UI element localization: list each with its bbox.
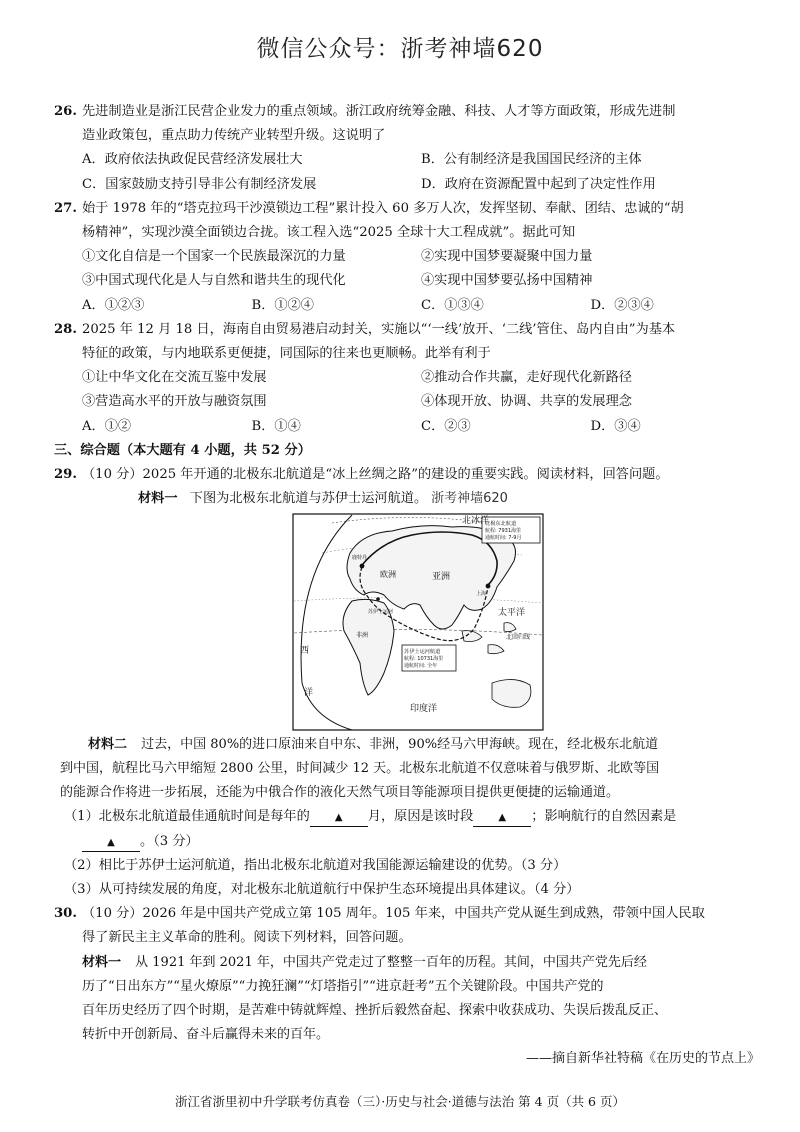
statement-3: ③中国式现代化是人与自然和谐共生的现代化 <box>82 273 346 289</box>
sub-question-2: （2）相比于苏伊士运河航道，指出北极东北航道对我国能源运输建设的优势。（3 分） <box>64 857 567 873</box>
label-suez-canal: 苏伊士运河 <box>368 609 394 616</box>
legend-northeast-season: 通航时间: 7-9月 <box>485 535 522 542</box>
statement-2: ②实现中国梦要凝聚中国力量 <box>421 249 593 265</box>
legend-suez-season: 通航时间: 全年 <box>404 663 438 670</box>
section-title: 三、综合题（本大题有 4 小题，共 52 分） <box>54 442 311 458</box>
statement-row <box>82 390 760 414</box>
legend-northeast-title: 北极东北航道 <box>485 521 517 528</box>
option-row <box>82 148 760 172</box>
material-text-line: 百年历史经历了四个时期，是苦难中铸就辉煌、挫折后毅然奋起、探索中收获成功、失误后拨乱反正、 <box>82 1002 668 1018</box>
label-europe: 欧洲 <box>380 570 396 580</box>
option-c: C．国家鼓励支持引导非公有制经济发展 <box>82 176 317 192</box>
question-number: 30. <box>54 906 77 922</box>
question-stem-line: 先进制造业是浙江民营企业发力的重点领域。浙江政府统筹金融、科技、人才等方面政策，形成先进制 <box>82 104 676 119</box>
statement-2: ②推动合作共赢，走好现代化新路径 <box>421 370 632 386</box>
label-asia: 亚洲 <box>432 572 451 583</box>
sub-question-text: 。（3 分） <box>140 833 199 849</box>
material-text: 从 1921 年到 2021 年，中国共产党走过了整整一百年的历程。其间，中国共产党先后经 <box>135 954 647 970</box>
suez-canal-marker <box>376 598 380 602</box>
option-d: D．②③④ <box>590 297 654 313</box>
question-stem-line: 杨精神”，实现沙漠全面锁边合拢。该工程入选“2025 全球十大工程成就”。据此可知 <box>82 225 576 241</box>
material-2 <box>60 733 760 757</box>
answer-blank[interactable]: ▲ <box>82 835 140 852</box>
route-map <box>292 513 544 731</box>
question-stem-line: 始于 1978 年的“塔克拉玛干沙漠锁边工程”累计投入 60 多万人次，发挥坚韧、奉献、团结、忠诚的“胡 <box>82 200 684 216</box>
material-label: 材料一 <box>82 954 122 970</box>
statement-4: ④体现开放、协调、共享的发展理念 <box>421 394 632 410</box>
option-c: C．②③ <box>421 418 471 434</box>
statement-3: ③营造高水平的开放与融资氛围 <box>82 394 267 410</box>
option-d: D．政府在资源配置中起到了决定性作用 <box>421 176 656 192</box>
map-australia <box>492 680 531 708</box>
question-stem-line: 2025 年 12 月 18 日，海南自由贸易港启动封关，实施以“‘一线’放开、‘二线’管住、岛内自由”为基本 <box>82 321 676 337</box>
page-footer: 浙江省浙里初中升学联考仿真卷（三）·历史与社会·道德与法治 第 4 页（共 6 页） <box>175 1094 625 1109</box>
label-shanghai: 上海 <box>476 591 487 598</box>
legend-suez-distance: 航程: 10731海里 <box>404 656 444 663</box>
statement-4: ④实现中国梦要弘扬中国精神 <box>421 273 593 289</box>
question-27 <box>54 197 760 318</box>
statement-1: ①让中华文化在交流互鉴中发展 <box>82 370 267 386</box>
option-row <box>82 294 760 318</box>
option-b: B．①②④ <box>251 297 314 313</box>
statement-row <box>82 269 760 293</box>
material-1-q30 <box>60 951 760 975</box>
label-west: 西 <box>300 646 310 657</box>
statement-1: ①文化自信是一个国家一个民族最深沉的力量 <box>82 249 346 265</box>
sub-question-text: 月，原因是该时段 <box>367 809 474 825</box>
sub-question-text: （1）北极东北航道最佳通航时间是每年的 <box>64 809 310 825</box>
label-africa: 非洲 <box>356 632 369 640</box>
material-text: 过去，中国 80%的进口原油来自中东、非洲，90%经马六甲海峡。现在，经北极东北航道 <box>141 737 659 753</box>
label-arctic-ocean: 北冰洋 <box>462 516 490 527</box>
sub-question-1-cont <box>60 830 760 854</box>
sub-question-1 <box>60 805 760 829</box>
question-26 <box>54 100 760 197</box>
question-number: 29. <box>54 467 77 483</box>
label-tropic: 北回归线 <box>506 634 531 642</box>
label-pacific: 太平洋 <box>498 608 526 619</box>
question-number: 26. <box>54 104 77 119</box>
option-a: A．政府依法执政促民营经济发展壮大 <box>82 152 303 168</box>
sub-question-3: （3）从可持续发展的角度，对北极东北航道航行中保护生态环境提出具体建议。（4 分） <box>64 882 580 898</box>
question-stem-line: 造业政策包，重点助力传统产业转型升级。这说明了 <box>82 128 386 144</box>
question-stem-line: （10 分）2026 年是中国共产党成立第 105 周年。105 年来，中国共产党从诞生到成熟，带领中国人民取 <box>82 906 705 922</box>
option-row <box>82 415 760 439</box>
option-b: B．①④ <box>251 418 301 434</box>
label-indian-ocean: 印度洋 <box>410 704 438 715</box>
question-number: 27. <box>54 200 77 216</box>
answer-blank[interactable]: ▲ <box>310 810 368 827</box>
inline-watermark: 浙考神墙620 <box>431 491 508 507</box>
question-stem-line: 得了新民主主义革命的胜利。阅读下列材料，回答问题。 <box>82 930 412 946</box>
option-row <box>82 173 760 197</box>
legend-suez-title: 苏伊士运河航道 <box>404 649 441 656</box>
sub-question-text: ；影响航行的自然因素是 <box>531 809 677 825</box>
port-rotterdam-marker <box>360 564 365 569</box>
material-source: ——摘自新华社特稿《在历史的节点上》 <box>525 1050 760 1066</box>
material-1-caption <box>60 487 760 511</box>
port-shanghai-marker <box>486 584 491 589</box>
material-label: 材料二 <box>88 737 128 753</box>
statement-row <box>82 245 760 269</box>
material-text-line: 到中国，航程比马六甲缩短 2800 公里，时间减少 12 天。北极东北航道不仅意味着与俄罗斯、北欧等国 <box>60 761 660 777</box>
option-d: D．③④ <box>590 418 641 434</box>
statement-row <box>82 366 760 390</box>
option-a: A．①②③ <box>82 297 145 313</box>
question-29 <box>54 463 760 487</box>
material-text-line: 的能源合作将进一步拓展，还能为中俄合作的液化天然气项目等能源项目提供更便捷的运输通道。 <box>60 785 620 801</box>
exam-content <box>54 100 760 1071</box>
question-28 <box>54 318 760 439</box>
legend-northeast-distance: 航程: 7931海里 <box>485 528 521 535</box>
answer-blank[interactable]: ▲ <box>473 810 531 827</box>
option-a: A．①② <box>82 418 132 434</box>
label-rotterdam: 鹿特丹 <box>352 555 368 562</box>
material-text: 下图为北极东北航道与苏伊士运河航道。 <box>189 491 428 507</box>
question-30 <box>54 902 760 950</box>
page-header-watermark: 微信公众号：浙考神墙620 <box>256 36 544 62</box>
question-stem-line: 特征的政策，与内地联系更便捷，同国际的往来也更顺畅。此举有利于 <box>82 346 491 362</box>
option-c: C．①③④ <box>421 297 484 313</box>
material-text-line: 历了“日出东方”“星火燎原”“力挽狂澜”“灯塔指引”“进京赶考”五个关键阶段。中国共产党的 <box>82 978 604 994</box>
label-ocean: 洋 <box>304 688 314 699</box>
option-b: B．公有制经济是我国国民经济的主体 <box>421 152 642 168</box>
question-stem-line: （10 分）2025 年开通的北极东北航道是“冰上丝绸之路”的建设的重要实践。阅读材料，回答问题。 <box>82 467 669 483</box>
question-number: 28. <box>54 321 77 337</box>
material-text-line: 转折中开创新局、奋斗后赢得未来的百年。 <box>82 1026 330 1042</box>
material-label: 材料一 <box>138 491 178 507</box>
route-map-svg <box>292 513 544 731</box>
